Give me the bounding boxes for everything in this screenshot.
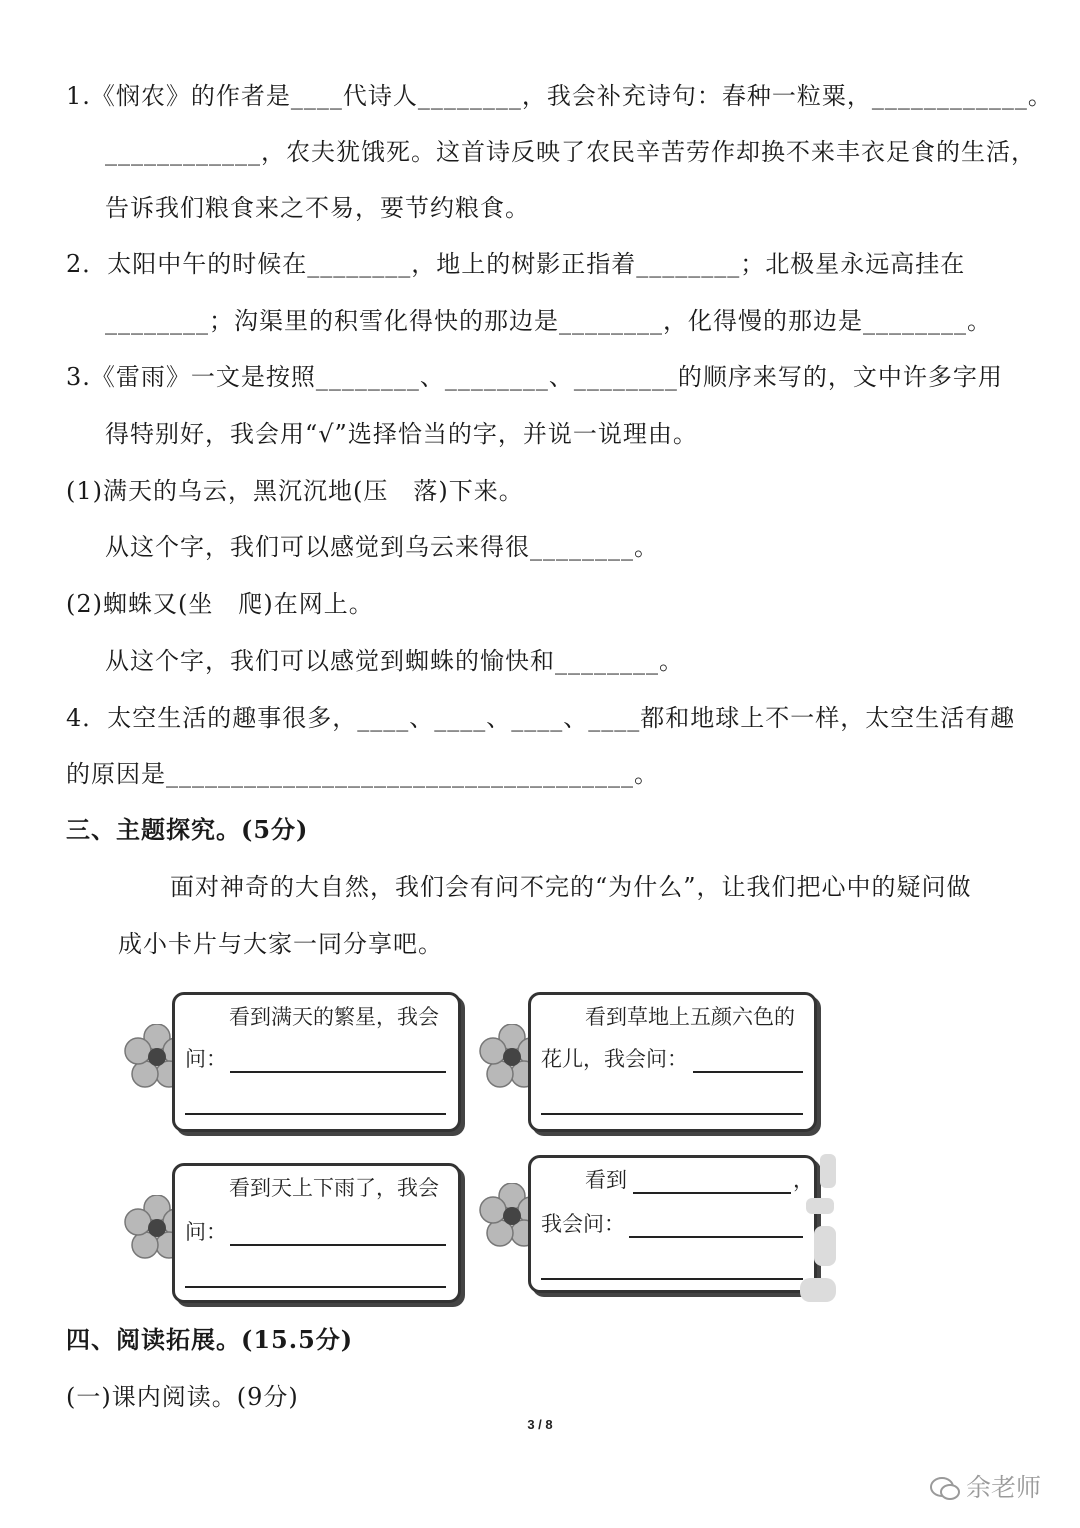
card-custom-answer-line-1[interactable]	[629, 1236, 803, 1238]
question-card-custom	[528, 1155, 817, 1293]
card-stars-answer-line-1[interactable]	[230, 1071, 446, 1073]
card-rain-answer-line-1[interactable]	[230, 1244, 446, 1246]
q2-line-2: ________；沟渠里的积雪化得快的那边是________，化得慢的那边是________。	[105, 307, 992, 335]
q3-sub-2: (2)蜘蛛又(坐 爬)在网上。	[66, 590, 374, 618]
card-custom-line-1-end: ，	[793, 1168, 814, 1192]
section-3-intro-2: 成小卡片与大家一同分享吧。	[118, 930, 443, 958]
q2-line-1: 2．太阳中午的时候在________，地上的树影正指着________；北极星永远高挂在	[66, 250, 966, 278]
watermark-text: 余老师	[966, 1473, 1042, 1502]
card-stars-line-2: 问：	[185, 1047, 227, 1071]
q1-line-2: ____________，农夫犹饿死。这首诗反映了农民辛苦劳作却换不来丰衣足食的生活，	[105, 138, 1036, 166]
card-flowers-answer-line-2[interactable]	[541, 1113, 803, 1115]
question-card-rain	[172, 1163, 461, 1303]
question-card-stars	[172, 992, 461, 1132]
card-rain-answer-line-2[interactable]	[185, 1286, 446, 1288]
section-3-title: 三、主题探究。(5分)	[66, 815, 309, 844]
q1-line-3: 告诉我们粮食来之不易，要节约粮食。	[105, 194, 530, 222]
card-custom-answer-line-2[interactable]	[541, 1278, 803, 1280]
q4-line-1: 4．太空生活的趣事很多，____、____、____、____都和地球上不一样，太空生活有趣	[66, 704, 1016, 732]
q4-line-2: 的原因是____________________________________。	[66, 760, 659, 788]
card-flowers-answer-line-1[interactable]	[693, 1071, 803, 1073]
watermark	[930, 1468, 1041, 1504]
section-3-intro-1: 面对神奇的大自然，我们会有问不完的“为什么”，让我们把心中的疑问做	[170, 873, 972, 901]
section-4-subtitle: (一)课内阅读。(9分)	[66, 1383, 299, 1411]
card-rain-line-2: 问：	[185, 1220, 227, 1244]
card-custom-topic-line[interactable]	[633, 1192, 791, 1194]
q3-sub-1-answer: 从这个字，我们可以感觉到乌云来得很________。	[105, 533, 659, 561]
watermark-decoration	[792, 1150, 842, 1310]
card-custom-line-2: 我会问：	[541, 1212, 625, 1236]
q3-line-1: 3.《雷雨》一文是按照________、________、________的顺序来写的，文中许多字用	[66, 363, 1003, 391]
card-flowers-line-2: 花儿，我会问：	[541, 1047, 688, 1071]
card-rain-line-1: 看到天上下雨了，我会	[229, 1176, 439, 1200]
page-number: 3 / 8	[527, 1417, 553, 1432]
question-card-flowers	[528, 992, 817, 1132]
wechat-icon	[930, 1476, 960, 1502]
q1-line-1: 1.《悯农》的作者是____代诗人________，我会补充诗句：春种一粒粟，____________。	[66, 82, 1053, 110]
card-custom-line-1: 看到	[585, 1168, 627, 1192]
card-stars-answer-line-2[interactable]	[185, 1113, 446, 1115]
q3-sub-1: (1)满天的乌云，黑沉沉地(压 落)下来。	[66, 477, 524, 505]
card-flowers-line-1: 看到草地上五颜六色的	[585, 1005, 795, 1029]
card-stars-line-1: 看到满天的繁星，我会	[229, 1005, 439, 1029]
q3-line-2: 得特别好，我会用“√”选择恰当的字，并说一说理由。	[105, 420, 698, 448]
q3-sub-2-answer: 从这个字，我们可以感觉到蜘蛛的愉快和________。	[105, 647, 684, 675]
section-4-title: 四、阅读拓展。(15.5分)	[66, 1325, 354, 1354]
